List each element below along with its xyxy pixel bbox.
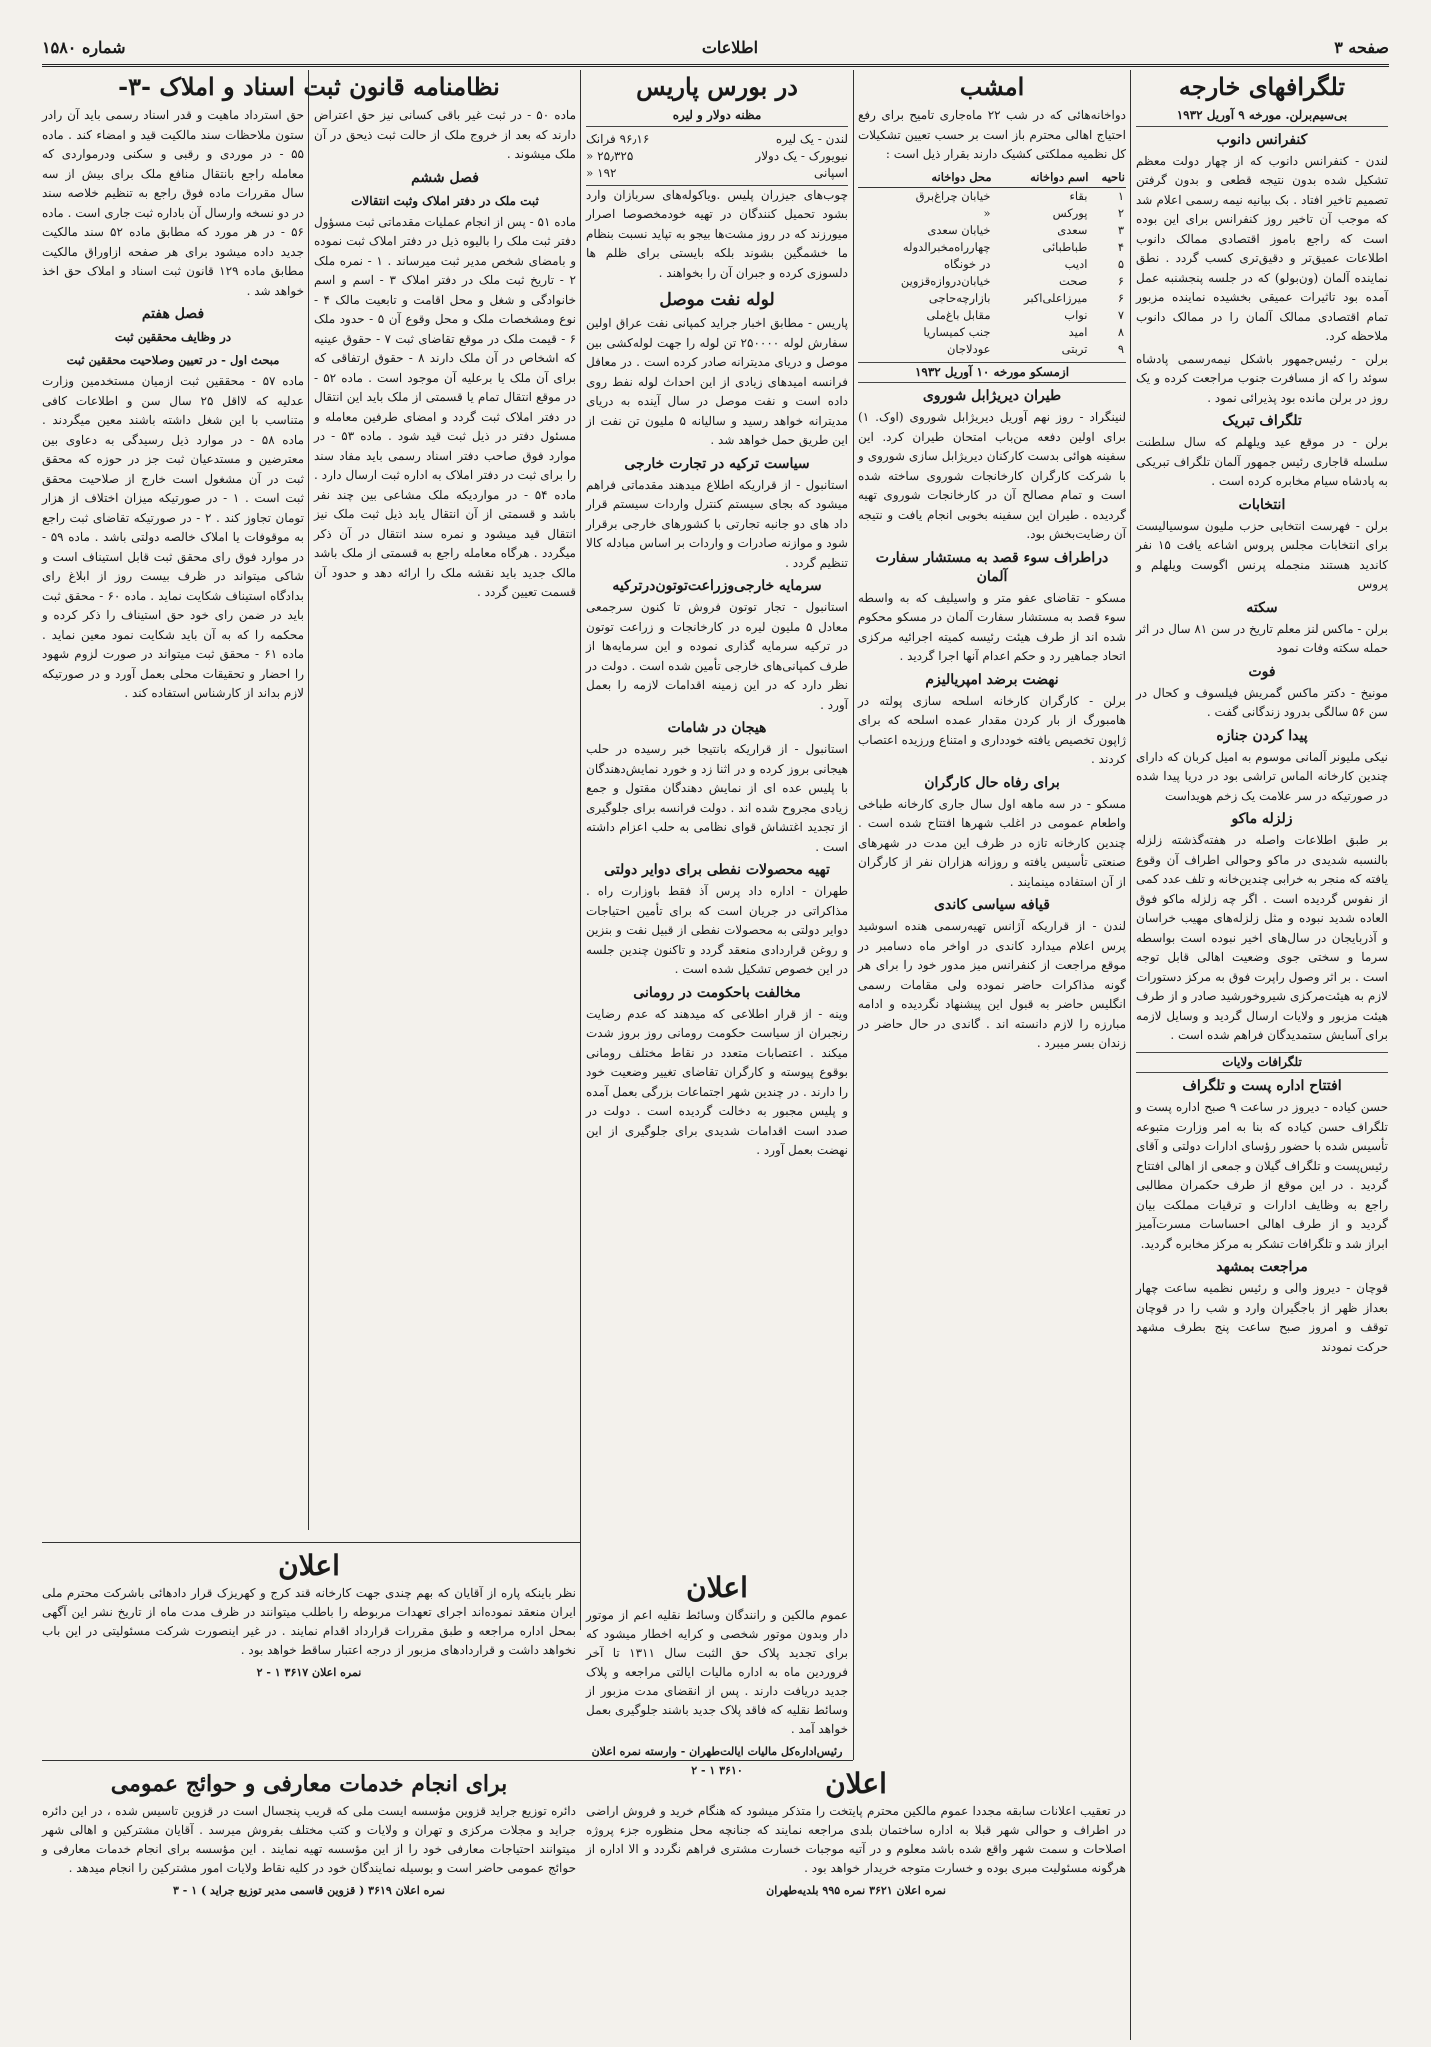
column-rule xyxy=(1130,70,1131,2040)
section-subheading: در وظایف محققین ثبت xyxy=(114,330,232,344)
news-body: برلن - کارگران کارخانه اسلحه سازی پولته در هامبورگ از بار کردن مقدار عمده اسلحه که برای ژاپون تخصیص یافته خودداری و امتناع ورزیده اعتصاب کردند . xyxy=(858,693,1126,766)
news-heading: مراجعت بمشهد xyxy=(1216,1259,1308,1275)
table-row xyxy=(858,256,1126,273)
news-heading: لوله نفت موصل xyxy=(659,290,775,310)
cell-location: عودلاجان xyxy=(946,341,991,356)
law-subcolumn-right xyxy=(314,106,576,707)
cell-district: ۶ xyxy=(1117,273,1124,288)
exchange-value: ۹۶٫۱۶ فرانک xyxy=(586,131,650,146)
cell-name: سعدی xyxy=(1057,222,1088,237)
pharmacy-intro: دواخانه‌هائی که در شب ۲۲ ماه‌جاری تامیح برای رفع احتیاج اهالی محترم باز است بر حسب تعیین تشکیلات کل نظمیه مملکتی کشیک دارند بقرار ذیل است : xyxy=(858,108,1126,161)
news-heading: انتخابات xyxy=(1238,496,1286,513)
exchange-label: لندن - یک لیره xyxy=(775,131,848,146)
news-heading: سکته xyxy=(1246,599,1278,616)
column-heading: نظامنامه قانون ثبت اسناد و املاک -۳- xyxy=(118,72,500,101)
news-body: برلن - رئیس‌جمهور باشکل نیمه‌رسمی پادشاه سوئد را که از مسافرت جنوب مراجعت کرده و یک روز در برلن مانده بود پذیرائی نمود . xyxy=(1136,351,1388,405)
news-heading: تلگراف تبریک xyxy=(1222,413,1302,429)
paper-title: اطلاعات xyxy=(701,37,759,57)
ad-footer: نمره اعلان ۳۶۲۱ نمره ۹۹۵ بلدیه‌طهران xyxy=(766,1884,946,1897)
section-rule xyxy=(42,1542,580,1543)
cell-location: بازارچه‌حاجی xyxy=(928,290,991,305)
news-body: لندن - کنفرانس دانوب که از چهار دولت معظم تشکیل شده بدون نتیجه قطعی و بدون گرفتن تصمیم تاخیر افتاد . بک بیانیه نیمه رسمی اعلام شد که موجب آن تاخیر روز کنفرانس برای این بوده است که راجع باموز اقتصادی ممالک دانوب اطلاعات عمیق‌تر و دقیق‌تری کسب گردد . نطق نماینده آلمان (ون‌بولو) که در جلسه پنجشنبه عمل آمده بود تاثیرات عمیقی بخشیده نماینده مزبور تمام اقتصادی ممالک آلمان را در ممالک دانوب ملاحظه کرد. xyxy=(1136,153,1388,343)
column-heading: در بورس پاریس xyxy=(636,72,798,101)
news-heading: کنفرانس دانوب xyxy=(1216,131,1308,148)
column-heading: امشب xyxy=(959,72,1025,101)
ad-body: دائره توزیع جراید قزوین مؤسسه ایست ملی که قریب پنجسال است در قزوین تاسیس شده ، در این دائره جراید و مجلات مرکزی و تهران و ولایات و کتب مختلف بفروش میرسد . آقایان مشترکین و اهالی شهر میتوانند احتیاجات معارفی خود را از این مؤسسه تهیه نمایند . این مؤسسه برای انجام خدمات معارفی و حوائج عمومی حاضر است و بوسیله نمایندگان خود در کلیه نقاط ولایات امور مشترکین را انجام میدهد . xyxy=(42,1804,576,1875)
cell-location: خیابان چراغ‌برق xyxy=(915,188,991,203)
cell-district: ۶ xyxy=(1117,290,1124,305)
table-row xyxy=(858,273,1126,290)
table-row xyxy=(858,239,1126,256)
cell-location: مقابل باغ‌ملی xyxy=(926,307,991,322)
table-row xyxy=(858,205,1126,222)
masthead xyxy=(42,30,1389,67)
news-heading: برای رفاه حال کارگران xyxy=(924,774,1060,791)
cell-district: ۵ xyxy=(1117,256,1124,271)
cell-district: ۳ xyxy=(1117,222,1124,237)
column-rule xyxy=(580,70,581,1630)
news-body: بر طبق اطلاعات واصله در هفته‌گذشته زلزله بالنسبه شدیدی در ماکو وحوالی اطراف آن وقوع یافته که منجر به خرابی چندین‌خانه و تلف عدد کمی از نفوس گردیده است . اگر چه زلزله ماکو فوق العاده شدید نبوده و مثل زلزله‌های مهیب خراسان و آذربایجان در سال‌های اخیر نبوده است بواسطه سرما و سختی جوی وضعیت اهالی قابل توجه است . بر اثر وصول راپرت فوق به مرکز دستورات لازم به هیئت‌مرکزی شیرو‌خورشید صادر و از طرف هیئت مزبور و ولایات ارسال گردید و وسایل لازمه برای آسایش ستمدیدگان فراهم شده است . xyxy=(1136,833,1388,1042)
ad-title: اعلان xyxy=(278,1549,340,1582)
exchange-value: ۲۵٫۳۲۵ « xyxy=(586,148,634,163)
cell-district: ۹ xyxy=(1117,341,1124,356)
news-list xyxy=(1136,131,1388,1046)
section-subheading: مبحث اول - در تعیین وصلاحیت محققین ثبت xyxy=(66,353,280,367)
page-number: صفحه ۳ xyxy=(1334,37,1389,57)
news-body: قوچان - دیروز والی و رئیس نظمیه ساعت چهار بعداز ظهر از باجگیران وارد و شب را در قوچان توقف و امروز صبح ساعت پنج بطرف مشهد حرکت نمودند xyxy=(1136,1281,1388,1354)
exchange-row xyxy=(586,165,848,182)
law-text: ماده ۵۰ - در ثبت غیر باقی کسانی نیز حق اعتراض دارند که بعد از خروج ملک از حالت ثبت ذیحق در آن ملک میشوند . xyxy=(314,108,576,161)
column-header: محل دواخانه xyxy=(858,168,993,188)
news-heading: قیافه سیاسی کاندی xyxy=(934,897,1050,913)
news-heading: سیاست ترکیه در تجارت خارجی xyxy=(624,455,810,472)
section-heading: تلگرافات ولایات xyxy=(1136,1052,1388,1074)
cell-location: جنب کمیساریا xyxy=(923,324,991,339)
news-heading: هیجان در شامات xyxy=(667,720,767,736)
news-heading: دراطراف سوء قصد به مستشار سفارت آلمان xyxy=(875,549,1109,585)
dateline: بی‌سیم‌برلن. مورخه ۹ آوریل ۱۹۳۲ xyxy=(1136,106,1388,127)
news-body: لنینگراد - روز نهم آوریل دیریژابل شوروی (اوک. ۱) برای اولین دفعه من‌باب امتحان طیران کرد. این سفینه هوائی بدست کارکنان دیریژابل سازی شوروی و با شرکت کارگران کارخانجات شوروی ساخته شده است و تمام مصالح آن در کارخانجات شوروی تهیه گردیده . طیران این سفینه بخوبی انجام یافت و نتیجه آن رضایت‌بخش بود. xyxy=(858,410,1126,541)
section-heading: فصل هفتم xyxy=(141,306,205,322)
exchange-label: اسپانی xyxy=(813,165,848,180)
law-text: ماده ۵۱ - پس از انجام عملیات مقدماتی ثبت مسؤول دفتر ثبت ملک را بالیوه ذیل در دفتر املاک ثبت نموده و بامضای شخص مدیر ثبت میرساند . ۱ - نمره ملک ۲ - تاریخ ثبت ملک در دفتر املاک ۳ - اسم و اسم خانوادگی و شغل و محل اقامت و تابعیت مالک ۴ - نوع ومشخصات ملک و محل وقوع آن ۵ - حدود ملک ۶ - قیمت ملک در موقع تقاضای ثبت ۷ - حقوق عینیه که اشخاص در آن ملک دارند ۸ - حقوق ارتفاقی که برای آن ملک یا برعلیه آن موجود است . ماده ۵۲ - در موقع انتقال تمام یا قسمتی از ملک باید این انتقال در دفتر املاک ثبت گردد و امضای طرفین معامله و مسئول دفتر در ذیل ثبت قید شود . ماده ۵۳ - در موارد فوق صاحب دفتر اسناد رسمی باید مفاد سند را برای ثبت در دفتر املاک به اداره ثبت ارسال دارد . ماده ۵۴ - در مواردیکه ملک مشاعی بین چند نفر باشد و قسمتی از آن انتقال یابد ذیل ثبت ملک نیز انتقال قید میشود و نمره سند انتقال در آن ذکر میگردد . هرگاه معامله راجع به قسمتی از ملک باشد مالک جدید باید نقشه ملک را ارائه دهد و حدود آن قسمت تعیین گردد . xyxy=(314,214,577,599)
column-header: اسم دواخانه xyxy=(993,168,1090,188)
table-row xyxy=(858,187,1126,205)
cell-name: بقاء xyxy=(1069,188,1088,203)
news-heading: طیران دیریژابل شوروی xyxy=(922,388,1062,404)
pharmacy-table xyxy=(858,168,1126,358)
news-body: مسکو - تقاضای عفو متر و واسیلیف که به واسطه سوء قصد به مستشار سفارت آلمان در مسکو محکوم شده اند از طرف هیئت رئیسه کمیته اجرائیه مرکزی اتحاد جماهیر رد و حکم اعدام آنها اجرا گردید . xyxy=(858,590,1126,663)
tonight-column xyxy=(858,70,1126,1760)
cell-name: پورکس xyxy=(1052,205,1088,220)
news-body: استانبول - تجار توتون فروش تا کنون سرجمعی معادل ۵ ملیون لیره در کارخانجات و زراعت توتون در ترکیه سرمایه گذاری نموده و این سرمایه‌ها از طرف کمپانی‌های خارجی تأمین شده است . دولت در نظر دارد که در این زمینه اقدامات لازمه را بعمل آورد . xyxy=(586,600,849,712)
table-row xyxy=(858,324,1126,341)
cell-location: خیابان سعدی xyxy=(927,222,991,237)
advertisement xyxy=(586,1766,1126,2006)
news-body: لندن - از قراریکه آژانس تهیه‌رسمی هنده اسوشید پرس اعلام میدارد کاندی در اواخر ماه دسامبر در موقع مراجعت از کنفرانس میز مدور خود را برای هر گونه مذاکرات حاضر نموده ولی مقامات رسمی انگلیس حاضر به قبول این پیشنهاد نگردیده و ادامه مبارزه را لازم دانسته اند . گاندی در حال حاضر در زندان بسر میبرد . xyxy=(858,919,1126,1050)
news-body: مسکو - در سه ماهه اول سال جاری کارخانه طباخی واطعام عمومی در اغلب شهرها افتتاح شده است . چندین کارخانه تازه در ظرف این مدت در شهرهای صنعتی تأسیس یافته و روزانه هزاران نفر از کارگران از آن استفاده مینمایند . xyxy=(858,796,1126,889)
cell-district: ۷ xyxy=(1117,307,1124,322)
ad-footer: نمره اعلان ۳۶۱۹ ( قزوین قاسمی مدیر توزیع جراید ) ۱ - ۳ xyxy=(173,1884,445,1897)
cell-name: امید xyxy=(1068,324,1088,339)
news-body: برلن - در موقع عید ویلهلم که سال سلطنت سلسله قاجاری رئیس جمهور آلمان تلگراف تبریکی به پادشاه سیام مخابره کرده است . xyxy=(1136,435,1388,488)
exchange-label: نیویورک - یک دولار xyxy=(755,148,848,163)
cell-name: نواب xyxy=(1064,307,1088,322)
column-header: ناحیه xyxy=(1089,168,1126,188)
news-body: پاریس - مطابق اخبار جراید کمپانی نفت عراق اولین سفارش لوله ۲۵۰۰۰۰ تن لوله را جهت لوله‌کشی بین موصل و دریای مدیترانه صادر کرده است . در معافل فرانسه امیدهای زیادی از این احداث لوله نفط روی‌ داده است و نفت موصل در سال آینده به دریای مدیترانه خواهد رسید و سالیانه ۵ ملیون تن نفت از این طریق حمل خواهد شد . xyxy=(586,316,848,447)
registration-law-column xyxy=(42,70,576,1550)
news-body: نیکی ملیونر آلمانی موسوم به امیل کربان که دارای چندین کارخانه الماس تراشی بود در دریا پیدا شده در صورتیکه در سر علامت یک زخم هویداست xyxy=(1136,749,1388,803)
table-row xyxy=(858,222,1126,239)
table-row xyxy=(858,290,1126,307)
cell-district: ۸ xyxy=(1117,324,1124,339)
news-body: چوب‌های جیزران پلیس .ویاکوله‌های سربازان وارد بشود تحمیل کنندگان در تهیه خودمخصوصا اصرار میورزند که در روز مشت‌ها بیجو به تپاید نسبت بنظام ما خشمگین بشوند بلکه بایستی برای ظلم ها دلسوزی کرده و جبران آن را بخواهند . xyxy=(586,185,848,284)
news-body: برلن - فهرست انتخابی حزب ملیون سوسیالیست برای انتخابات مجلس پروس اشاعه یافت ۱۵ نفر کاندید هستند منجمله پرنس اگوست ویلهلم و پروس xyxy=(1136,518,1388,591)
ad-footer: نمره اعلان ۳۶۱۷ ۱ - ۲ xyxy=(256,1666,362,1679)
news-heading: نهضت برضد امپریالیزم xyxy=(925,671,1059,688)
news-body: وینه - از قرار اطلاعی که میدهند که عدم رضایت رنجبران از سیاست حکومت رومانی روز بروز شدت میکند . اعتصابات متعدد در نقاط مختلف رومانی بوقوع پیوسته و کارگران تقاضای تغییر وضعیت خود را دارند . در چندین شهر اجتماعات بزرگی بعمل آمده و پلیس مجبور به دخالت گردیده است . دولت در صدد است اقدامات شدیدی برای جلوگیری از این نهضت بعمل آورد . xyxy=(586,1006,848,1157)
news-heading: زلزله ماکو xyxy=(1231,811,1293,827)
ad-title: برای انجام خدمات معارفی و حوائج عمومی xyxy=(110,1771,508,1797)
news-heading: مخالفت باحکومت در رومانی xyxy=(633,984,801,1001)
cell-district: ۲ xyxy=(1117,205,1124,220)
law-text: ماده ۵۷ - محققین ثبت ازمیان مستخدمین وزارت عدلیه که لااقل ۲۵ سال سن و اطلاعات کافی متناسب با این شغل داشته باشند معین میگردند . ماده ۵۸ - در موارد ذیل رسیدگی به دعاوی بین معترضین و مستدعیان ثبت جز در حوزه که محقق ثبت در آن مشغول است خارج از صلاحیت محقق ثبت است . ۱ - در صورتیکه میزان اختلاف از هزار تومان تجاوز کند . ۲ - در صورتیکه تقاضای ثبت راجع به موقوفات یا املاک خالصه دولتی باشد . ماده ۵۹ - در موارد فوق رای محقق ثبت قابل استیناف است و شاکی میتواند در ظرف بیست روز از ابلاغ رای بدادگاه استیناف شکایت نماید . ماده ۶۰ - محقق ثبت باید در ضمن رای خود حق استیناف را ذکر کرده و محکمه را که به آن باید شکایت نمود معین نماید . ماده ۶۱ - محقق ثبت میتواند در صورت لزوم شهود را احضار و تحقیقات محلی بعمل آورد و در صورتیکه لازم بداند از کارشناس استفاده کند . xyxy=(42,374,305,700)
news-body: طهران - اداره داد پرس آذ فقط باوزارت راه . مذاکراتی در جریان است که برای تأمین احتیاجات دوایر دولتی به محصولات نفطی از قبیل نفت و بنزین و روغن قراردادی منعقد گردد و تاکنون چندین جلسه در این خصوص تشکیل شده است . xyxy=(586,884,848,976)
table-row xyxy=(858,307,1126,324)
advertisement xyxy=(42,1548,576,1753)
exchange-value: ۱۹۲ « xyxy=(586,165,617,180)
law-text: حق استرداد ماهیت و قدر اسناد رسمی باید آن رادر ستون ملاحظات سند مالکیت قید و امضاء کند . ماده ۵۵ - در موردی و رقبی و سکنی ودرمواردی که معامله راجع بانتقال منافع ملک برای بیش از سه سال مقررات ماده فوق راجع به تنظیم خلاصه سند در دو نسخه وارسال آن باداره ثبت جاری است . ماده ۵۶ - در هر مورد که مطابق ماده ۵۲ سند مالکیت جدید داده میشود برای هر صفحه ازاوراق مالکیت مطابق ماده ۱۲۹ قانون ثبت اسناد و املاک حق اخذ خواهد شد . xyxy=(42,108,304,298)
foreign-telegrams-column xyxy=(1136,70,1388,2040)
cell-name: ادیب xyxy=(1064,256,1088,271)
exchange-table xyxy=(586,131,848,182)
paris-bourse-column xyxy=(586,70,848,1630)
ad-body: عموم مالکین و رانندگان وسائط نقلیه اعم از موتور دار وبدون موتور شخصی و کرایه اخطار میشود که برای تجدید پلاک حق الثبت سال ۱۳۱۱ تا آخر فروردین ماه به اداره مالیات ایالتی مراجعه و پلاک جدید دریافت دارند . پس از انقضای مدت مزبور از وسائط نقلیه که فاقد پلاک جدید باشند جلوگیری بعمل خواهد آمد . xyxy=(586,1608,848,1736)
cell-name: طباطبائی xyxy=(1042,239,1088,254)
section-heading: فصل ششم xyxy=(411,169,479,186)
news-heading: تهیه محصولات نفطی برای دوایر دولتی xyxy=(604,862,830,878)
ad-footer: رئیس‌اداره‌کل مالیات ایالت‌طهران - وارسته نمره اعلان ۳۶۱۰ ۱ - ۲ xyxy=(591,1745,843,1777)
table-header-row xyxy=(858,168,1126,188)
cell-name: میرزاعلی‌اکبر xyxy=(1023,290,1088,305)
cell-location: « xyxy=(983,205,991,220)
cell-location: خیابان‌دروازه‌قزوین xyxy=(900,273,991,288)
cell-location: چهارراه‌مخبرالدوله xyxy=(902,239,991,254)
news-body: استانبول - از قراریکه اطلاع میدهند مقدماتی فراهم میشود که بجای سیستم کنترل واردات سیستم قرار داد های دو جانبه تجارتی با کشورهای خارجی برقرار شود و موازنه صادرات و واردات بر اساس مبادله کالا تنظیم گردد . xyxy=(586,477,848,570)
law-subcolumn-left xyxy=(42,106,304,707)
news-body: حسن کیاده - دیروز در ساعت ۹ صبح اداره پست و تلگراف حسن کیاده که بنا به امر وزارت متبوعه تأسیس شده با حضور رؤسای ادارات دولتی و آقای رئیس‌پست و تلگراف گیلان و جمعی از اهالی افتتاح گردید . در این موقع از طرف حکمران مطالبی راجع به وظایف ادارات و ترقیات مملکت بیان گردید و از طرف اهالی احساسات مسرت‌آمیز ابراز شد و تلگرافات تشکر به مرکز مخابره گردید. xyxy=(1136,1100,1388,1251)
news-heading: افتتاح اداره پست و تلگراف xyxy=(1182,1078,1342,1094)
news-body: مونیخ - دکتر ماکس گمریش فیلسوف و کحال در سن ۵۶ سالگی بدرود زندگانی گفت . xyxy=(1136,685,1388,719)
news-body: برلن - ماکس لنز معلم تاریخ در سن ۸۱ سال در اثر حمله سکته وفات نمود xyxy=(1136,621,1388,655)
exchange-subtitle: مظنه دولار و لیره xyxy=(586,106,848,127)
cell-district: ۱ xyxy=(1117,188,1124,203)
news-heading: پیدا کردن جنازه xyxy=(1216,727,1308,744)
cell-district: ۴ xyxy=(1117,239,1124,254)
dateline: ازمسکو مورخه ۱۰ آوریل ۱۹۳۲ xyxy=(858,362,1126,384)
ad-body: نظر باینکه پاره از آقایان که بهم چندی جهت کارخانه قند کرج و کهریزک قرار دادهائی باشرکت محترم ملی ایران منعقد نموده‌اند اجرای تعهدات مربوطه را باطلب میتوانند در ظرف مدت ماه از تاریخ نشر این آگهی بمحل اداره مراجعه و طبق مقررات قرارداد اقدام نمایند . در غیر اینصورت شرکت مسئولیتی در این باب نخواهد داشت و قراردادهای مزبور از درجه اعتبار ساقط خواهد بود . xyxy=(42,1586,576,1657)
table-row xyxy=(858,341,1126,358)
news-heading: سرمایه خارجی‌وزراعت‌توتون‌درترکیه xyxy=(612,578,822,594)
section-subheading: ثبت ملک در دفتر املاک وثبت انتقالات xyxy=(351,193,539,208)
two-column-body xyxy=(42,106,576,707)
ad-body: در تعقیب اعلانات سابقه مجددا عموم مالکین محترم پایتخت را متذکر میشود که هنگام خرید و فروش اراضی در اطراف و حوالی شهر قبلا به اداره ساختمان بلدی مراجعه نمایند که جنانچه محل منظوره جزء پروژه اصلاحات و سمت شهر واقع شده باشد معلوم و در آتیه موجبات خسارت مشتری فراهم نگردد و الا اداره از هرگونه مسئولیت مبری بوده و خسارت متوجه خریدار خواهد بود . xyxy=(586,1804,1126,1875)
column-rule xyxy=(853,70,854,1760)
cell-name: تربتی xyxy=(1061,341,1088,356)
exchange-row xyxy=(586,148,848,165)
cell-location: در خونگاه xyxy=(944,256,991,271)
exchange-row xyxy=(586,131,848,148)
advertisement xyxy=(586,1570,848,1777)
cell-name: صحت xyxy=(1058,273,1088,288)
advertisement xyxy=(42,1766,576,2006)
news-body: استانبول - از قراریکه بانتیجا خبر رسیده در حلب هیجانی بروز کرده و در اثنا زد و خورد نمایش‌دهندگان با پلیس عده ای از نمایش دهندگان مقتول و جمع زیادی مجروح شده اند . دولت فرانسه برای جلوگیری از تجدید اغتشاش قوای نظامی به حلب اعزام داشته است . xyxy=(586,742,848,854)
issue-number: شماره ۱۵۸۰ xyxy=(42,37,126,57)
ad-title: اعلان xyxy=(686,1571,748,1604)
column-heading: تلگرافهای خارجه xyxy=(1178,72,1346,101)
news-heading: فوت xyxy=(1248,663,1276,680)
ad-title: اعلان xyxy=(825,1767,887,1800)
